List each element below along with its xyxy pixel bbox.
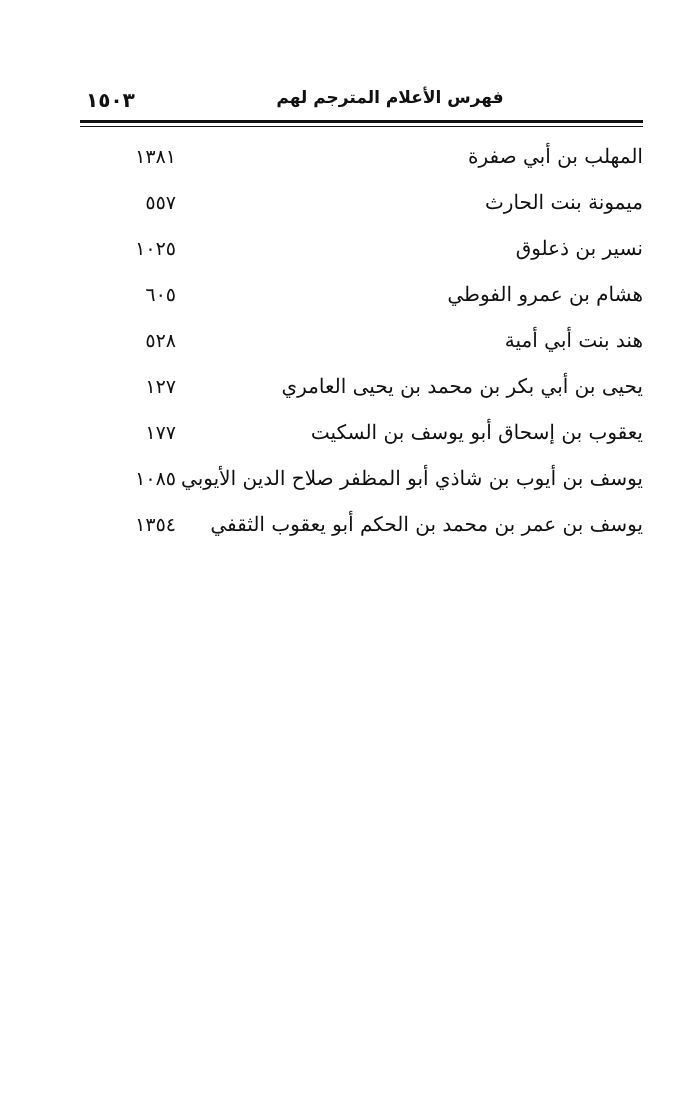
header-rule-thick (80, 120, 643, 123)
entry-page-number: ٥٥٧ (145, 192, 176, 214)
entry-name: هند بنت أبي أمية (504, 328, 643, 352)
page-number: ١٥٠٣ (86, 88, 135, 112)
entry-name: ميمونة بنت الحارث (484, 190, 643, 214)
index-entry (100, 140, 643, 186)
index-entry (100, 186, 643, 232)
entry-name: يوسف بن عمر بن محمد بن الحكم أبو يعقوب الثقفي (210, 512, 643, 536)
index-entry (100, 324, 643, 370)
entry-page-number: ٥٢٨ (145, 330, 176, 352)
entry-page-number: ١٠٨٥ (135, 468, 176, 490)
entry-name: يحيى بن أبي بكر بن محمد بن يحيى العامري (281, 374, 643, 398)
entry-name: يعقوب بن إسحاق أبو يوسف بن السكيت (310, 420, 643, 444)
entry-page-number: ١٣٥٤ (135, 514, 176, 536)
index-entry (100, 508, 643, 554)
entry-page-number: ١٣٨١ (135, 146, 176, 168)
entry-page-number: ١٢٧ (145, 376, 176, 398)
entry-name: يوسف بن أيوب بن شاذي أبو المظفر صلاح الدين الأيوبي (181, 466, 643, 490)
index-entry (100, 462, 643, 508)
entry-name: نسير بن ذعلوق (515, 236, 643, 260)
page-header (80, 82, 643, 116)
header-rule-thin (80, 126, 643, 127)
entry-page-number: ١٧٧ (145, 422, 176, 444)
entry-page-number: ١٠٢٥ (135, 238, 176, 260)
running-title: فهرس الأعلام المترجم لهم (276, 88, 504, 108)
entry-page-number: ٦٠٥ (145, 284, 176, 306)
index-entry (100, 232, 643, 278)
index-entries (100, 140, 643, 554)
index-entry (100, 370, 643, 416)
entry-name: المهلب بن أبي صفرة (468, 144, 643, 168)
entry-name: هشام بن عمرو الفوطي (447, 282, 643, 306)
index-entry (100, 278, 643, 324)
index-entry (100, 416, 643, 462)
